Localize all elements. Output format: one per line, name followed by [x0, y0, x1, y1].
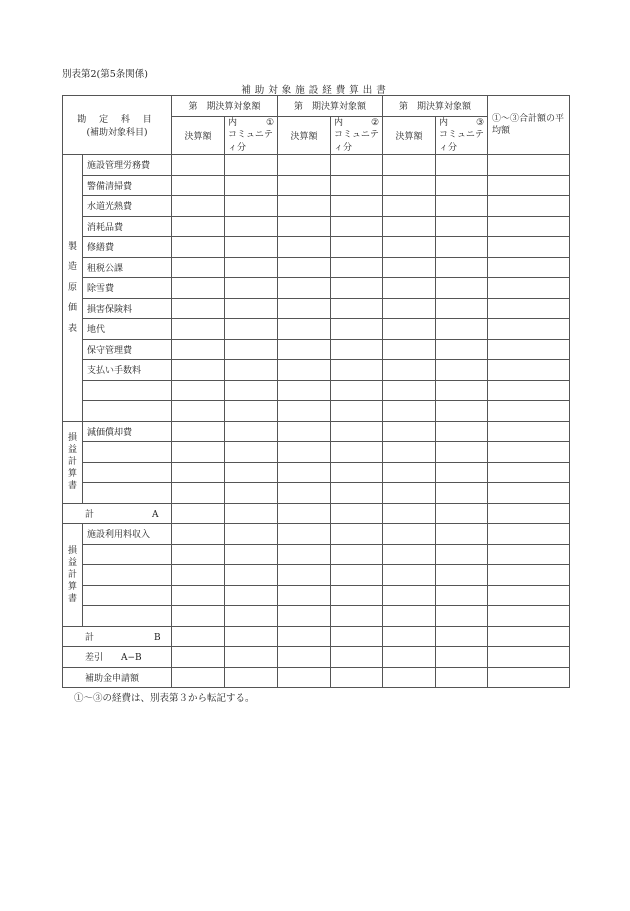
amount-cell[interactable] — [278, 442, 331, 463]
amount-cell[interactable] — [172, 483, 225, 504]
amount-cell[interactable] — [331, 647, 383, 668]
amount-cell[interactable] — [331, 483, 383, 504]
amount-cell[interactable] — [436, 257, 488, 278]
amount-cell[interactable] — [488, 237, 570, 258]
account-item — [83, 462, 172, 483]
amount-cell[interactable] — [278, 155, 331, 176]
amount-cell[interactable] — [278, 565, 331, 586]
amount-cell[interactable] — [383, 360, 436, 381]
amount-cell[interactable] — [488, 462, 570, 483]
table-row — [63, 196, 570, 217]
account-header: 勘 定 科 目 (補助対象科目) — [63, 96, 172, 155]
amount-cell[interactable] — [488, 319, 570, 340]
amount-cell[interactable] — [278, 339, 331, 360]
table-row — [63, 442, 570, 463]
amount-cell[interactable] — [436, 503, 488, 524]
amount-cell[interactable] — [331, 401, 383, 422]
amount-cell[interactable] — [383, 442, 436, 463]
amount-cell[interactable] — [172, 196, 225, 217]
amount-cell[interactable] — [436, 462, 488, 483]
amount-cell[interactable] — [436, 175, 488, 196]
amount-cell[interactable] — [436, 667, 488, 688]
account-item — [83, 442, 172, 463]
amount-cell[interactable] — [172, 421, 225, 442]
form-title: 補助対象施設経費算出書 — [241, 85, 390, 96]
amount-cell[interactable] — [225, 237, 278, 258]
amount-cell[interactable] — [331, 380, 383, 401]
amount-cell[interactable] — [172, 442, 225, 463]
amount-cell[interactable] — [172, 237, 225, 258]
subsidy-label: 補助金申請額 — [85, 673, 140, 684]
account-item: 消耗品費 — [83, 216, 172, 237]
table-row — [63, 421, 570, 442]
amount-cell[interactable] — [331, 606, 383, 627]
amount-cell[interactable] — [331, 462, 383, 483]
amount-cell[interactable] — [331, 237, 383, 258]
total-mark: B — [154, 632, 161, 643]
amount-cell[interactable] — [383, 462, 436, 483]
amount-cell[interactable] — [436, 216, 488, 237]
amount-cell[interactable] — [436, 524, 488, 545]
amount-cell[interactable] — [172, 647, 225, 668]
amount-cell[interactable] — [172, 360, 225, 381]
account-item: 保守管理費 — [83, 339, 172, 360]
amount-cell[interactable] — [278, 278, 331, 299]
account-item: 支払い手数料 — [83, 360, 172, 381]
amount-cell[interactable] — [172, 626, 225, 647]
account-item: 除雪費 — [83, 278, 172, 299]
amount-cell[interactable] — [383, 319, 436, 340]
account-item: 損害保険料 — [83, 298, 172, 319]
amount-cell[interactable] — [331, 278, 383, 299]
amount-cell[interactable] — [383, 585, 436, 606]
account-item — [83, 401, 172, 422]
amount-cell[interactable] — [383, 503, 436, 524]
account-item — [83, 544, 172, 565]
amount-cell[interactable] — [383, 216, 436, 237]
table-row — [63, 216, 570, 237]
table-row — [63, 339, 570, 360]
amount-cell[interactable] — [488, 278, 570, 299]
amount-cell[interactable] — [172, 524, 225, 545]
amount-cell[interactable] — [488, 503, 570, 524]
total-b-row — [63, 626, 570, 647]
amount-cell[interactable] — [331, 298, 383, 319]
amount-cell[interactable] — [383, 339, 436, 360]
amount-cell[interactable] — [488, 175, 570, 196]
amount-cell[interactable] — [225, 462, 278, 483]
amount-cell[interactable] — [225, 626, 278, 647]
difference-row-label — [63, 647, 172, 668]
amount-cell[interactable] — [172, 565, 225, 586]
amount-cell[interactable] — [488, 667, 570, 688]
amount-cell[interactable] — [278, 175, 331, 196]
total-label: 計 — [85, 509, 95, 520]
amount-cell[interactable] — [383, 257, 436, 278]
amount-cell[interactable] — [172, 462, 225, 483]
table-row — [63, 585, 570, 606]
amount-cell[interactable] — [331, 175, 383, 196]
amount-cell[interactable] — [331, 216, 383, 237]
amount-cell[interactable] — [172, 667, 225, 688]
amount-cell[interactable] — [278, 626, 331, 647]
table-row — [63, 524, 570, 545]
amount-cell[interactable] — [331, 565, 383, 586]
amount-cell[interactable] — [172, 155, 225, 176]
community-header-1: 内 ① コミュニティ分 — [225, 116, 278, 155]
amount-cell[interactable] — [172, 298, 225, 319]
amount-cell[interactable] — [225, 606, 278, 627]
amount-cell[interactable] — [278, 606, 331, 627]
amount-cell[interactable] — [331, 544, 383, 565]
amount-cell[interactable] — [331, 339, 383, 360]
amount-cell[interactable] — [331, 421, 383, 442]
amount-cell[interactable] — [488, 196, 570, 217]
amount-cell[interactable] — [436, 237, 488, 258]
amount-cell[interactable] — [172, 278, 225, 299]
amount-cell[interactable] — [225, 503, 278, 524]
amount-cell[interactable] — [488, 626, 570, 647]
amount-cell[interactable] — [488, 257, 570, 278]
amount-cell[interactable] — [383, 565, 436, 586]
table-row — [63, 544, 570, 565]
amount-cell[interactable] — [331, 257, 383, 278]
amount-cell[interactable] — [436, 155, 488, 176]
expense-table — [62, 95, 570, 688]
amount-cell[interactable] — [436, 196, 488, 217]
settled-amount-header-3: 決算額 — [383, 116, 436, 155]
amount-cell[interactable] — [383, 544, 436, 565]
amount-cell[interactable] — [225, 278, 278, 299]
amount-cell[interactable] — [436, 626, 488, 647]
amount-cell[interactable] — [278, 421, 331, 442]
account-item — [83, 606, 172, 627]
total-a-row — [63, 503, 570, 524]
table-row — [63, 298, 570, 319]
account-item: 修繕費 — [83, 237, 172, 258]
account-item: 施設利用料収入 — [83, 524, 172, 545]
settled-amount-header-1: 決算額 — [172, 116, 225, 155]
amount-cell[interactable] — [278, 319, 331, 340]
amount-cell[interactable] — [225, 647, 278, 668]
amount-cell[interactable] — [436, 647, 488, 668]
table-row — [63, 401, 570, 422]
period-header-1: 第 期決算対象額 — [172, 96, 278, 117]
amount-cell[interactable] — [331, 626, 383, 647]
amount-cell[interactable] — [172, 585, 225, 606]
amount-cell[interactable] — [488, 155, 570, 176]
amount-cell[interactable] — [278, 196, 331, 217]
amount-cell[interactable] — [488, 442, 570, 463]
account-item — [83, 380, 172, 401]
amount-cell[interactable] — [278, 298, 331, 319]
amount-cell[interactable] — [172, 544, 225, 565]
amount-cell[interactable] — [278, 380, 331, 401]
amount-cell[interactable] — [172, 216, 225, 237]
amount-cell[interactable] — [331, 319, 383, 340]
amount-cell[interactable] — [488, 585, 570, 606]
amount-cell[interactable] — [331, 667, 383, 688]
amount-cell[interactable] — [488, 401, 570, 422]
amount-cell[interactable] — [383, 606, 436, 627]
account-item: 警備清掃費 — [83, 175, 172, 196]
amount-cell[interactable] — [278, 524, 331, 545]
amount-cell[interactable] — [488, 565, 570, 586]
amount-cell[interactable] — [225, 565, 278, 586]
difference-formula: A−B — [121, 653, 142, 664]
community-header-3: 内 ③ コミュニティ分 — [436, 116, 488, 155]
amount-cell[interactable] — [225, 196, 278, 217]
amount-cell[interactable] — [172, 401, 225, 422]
amount-cell[interactable] — [278, 647, 331, 668]
amount-cell[interactable] — [225, 360, 278, 381]
amount-cell[interactable] — [488, 606, 570, 627]
amount-cell[interactable] — [331, 196, 383, 217]
amount-cell[interactable] — [331, 585, 383, 606]
difference-row — [63, 647, 570, 668]
table-row — [63, 565, 570, 586]
table-row — [63, 319, 570, 340]
period-header-3: 第 期決算対象額 — [383, 96, 488, 117]
total-b-row-label — [63, 626, 172, 647]
amount-cell[interactable] — [488, 647, 570, 668]
amount-cell[interactable] — [436, 380, 488, 401]
amount-cell[interactable] — [331, 360, 383, 381]
amount-cell[interactable] — [383, 175, 436, 196]
amount-cell[interactable] — [436, 319, 488, 340]
table-row — [63, 380, 570, 401]
amount-cell[interactable] — [436, 442, 488, 463]
amount-cell[interactable] — [436, 360, 488, 381]
amount-cell[interactable] — [331, 503, 383, 524]
amount-cell[interactable] — [436, 298, 488, 319]
amount-cell[interactable] — [383, 667, 436, 688]
amount-cell[interactable] — [278, 503, 331, 524]
amount-cell[interactable] — [436, 401, 488, 422]
amount-cell[interactable] — [488, 483, 570, 504]
account-item — [83, 483, 172, 504]
account-item: 水道光熱費 — [83, 196, 172, 217]
amount-cell[interactable] — [436, 483, 488, 504]
amount-cell[interactable] — [278, 257, 331, 278]
table-row — [63, 257, 570, 278]
subsidy-row-label — [63, 667, 172, 688]
section-income-statement: 損益計算書 — [63, 421, 83, 503]
amount-cell[interactable] — [172, 175, 225, 196]
amount-cell[interactable] — [278, 360, 331, 381]
amount-cell[interactable] — [488, 421, 570, 442]
amount-cell[interactable] — [278, 401, 331, 422]
amount-cell[interactable] — [436, 421, 488, 442]
settled-amount-header-2: 決算額 — [278, 116, 331, 155]
amount-cell[interactable] — [172, 606, 225, 627]
amount-cell[interactable] — [225, 442, 278, 463]
account-item: 施設管理労務費 — [83, 155, 172, 176]
table-row — [63, 606, 570, 627]
amount-cell[interactable] — [331, 524, 383, 545]
amount-cell[interactable] — [278, 462, 331, 483]
form-number: 別表第2(第5条関係) — [62, 69, 149, 80]
community-header-2: 内 ② コミュニティ分 — [331, 116, 383, 155]
total-a-row-label — [63, 503, 172, 524]
total-label: 計 — [85, 632, 95, 643]
amount-cell[interactable] — [225, 339, 278, 360]
account-item: 租税公課 — [83, 257, 172, 278]
amount-cell[interactable] — [225, 319, 278, 340]
amount-cell[interactable] — [172, 257, 225, 278]
account-item: 減価償却費 — [83, 421, 172, 442]
amount-cell[interactable] — [225, 524, 278, 545]
amount-cell[interactable] — [225, 401, 278, 422]
amount-cell[interactable] — [331, 442, 383, 463]
amount-cell[interactable] — [488, 360, 570, 381]
amount-cell[interactable] — [383, 483, 436, 504]
amount-cell[interactable] — [225, 544, 278, 565]
amount-cell[interactable] — [488, 339, 570, 360]
difference-label: 差引 — [85, 653, 104, 664]
amount-cell[interactable] — [383, 401, 436, 422]
table-row — [63, 462, 570, 483]
section-cost-statement: 製造原価表 — [63, 155, 83, 422]
account-item — [83, 585, 172, 606]
amount-cell[interactable] — [225, 155, 278, 176]
amount-cell[interactable] — [172, 339, 225, 360]
amount-cell[interactable] — [225, 216, 278, 237]
table-row — [63, 360, 570, 381]
period-header-2: 第 期決算対象額 — [278, 96, 383, 117]
amount-cell[interactable] — [436, 339, 488, 360]
amount-cell[interactable] — [172, 380, 225, 401]
amount-cell[interactable] — [172, 319, 225, 340]
amount-cell[interactable] — [278, 237, 331, 258]
amount-cell[interactable] — [225, 257, 278, 278]
account-item — [83, 565, 172, 586]
amount-cell[interactable] — [383, 237, 436, 258]
amount-cell[interactable] — [436, 565, 488, 586]
amount-cell[interactable] — [172, 503, 225, 524]
table-row — [63, 175, 570, 196]
amount-cell[interactable] — [225, 175, 278, 196]
amount-cell[interactable] — [488, 298, 570, 319]
account-item: 地代 — [83, 319, 172, 340]
amount-cell[interactable] — [225, 585, 278, 606]
amount-cell[interactable] — [488, 216, 570, 237]
amount-cell[interactable] — [225, 298, 278, 319]
amount-cell[interactable] — [278, 483, 331, 504]
amount-cell[interactable] — [488, 544, 570, 565]
amount-cell[interactable] — [383, 196, 436, 217]
table-row — [63, 237, 570, 258]
amount-cell[interactable] — [488, 524, 570, 545]
amount-cell[interactable] — [383, 626, 436, 647]
amount-cell[interactable] — [383, 155, 436, 176]
footnote: ①〜③の経費は、別表第３から転記する。 — [74, 693, 255, 704]
table-row — [63, 483, 570, 504]
amount-cell[interactable] — [383, 421, 436, 442]
table-row — [63, 155, 570, 176]
amount-cell[interactable] — [225, 483, 278, 504]
amount-cell[interactable] — [225, 380, 278, 401]
amount-cell[interactable] — [225, 421, 278, 442]
amount-cell[interactable] — [383, 647, 436, 668]
total-mark: A — [152, 509, 159, 520]
amount-cell[interactable] — [488, 380, 570, 401]
average-header: ①〜③合計額の平均額 — [488, 96, 570, 155]
amount-cell[interactable] — [278, 667, 331, 688]
amount-cell[interactable] — [436, 544, 488, 565]
subsidy-row — [63, 667, 570, 688]
amount-cell[interactable] — [383, 278, 436, 299]
amount-cell[interactable] — [436, 606, 488, 627]
amount-cell[interactable] — [278, 216, 331, 237]
amount-cell[interactable] — [278, 585, 331, 606]
amount-cell[interactable] — [331, 155, 383, 176]
amount-cell[interactable] — [383, 380, 436, 401]
amount-cell[interactable] — [383, 298, 436, 319]
amount-cell[interactable] — [436, 278, 488, 299]
section-income: 損益計算書 — [63, 524, 83, 627]
table-row — [63, 278, 570, 299]
amount-cell[interactable] — [383, 524, 436, 545]
amount-cell[interactable] — [278, 544, 331, 565]
amount-cell[interactable] — [225, 667, 278, 688]
amount-cell[interactable] — [436, 585, 488, 606]
